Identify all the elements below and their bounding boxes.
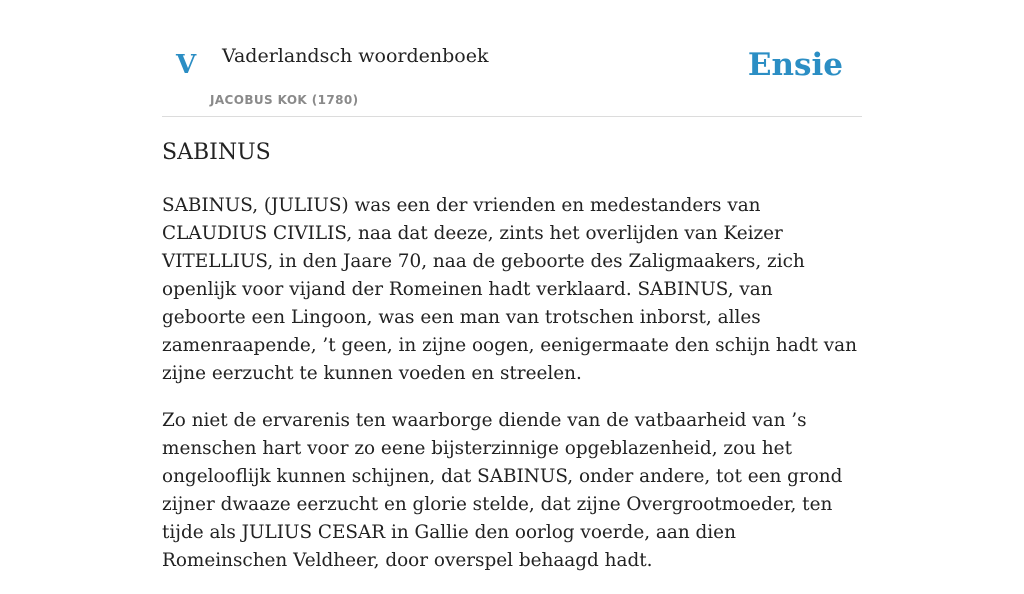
entry-title: SABINUS (162, 140, 271, 165)
entry-paragraph: SABINUS, (JULIUS) was een der vrienden en medestanders van CLAUDIUS CIVILIS, naa dat deeze, zints het overlijden van Keizer VITELLIUS, in den Jaare 70, naa de geboorte des Zaligmaakers, zich openlijk voor vijand der Romeinen hadt verklaard. SABINUS, van geboorte een Lingoon, was een man van trotschen inborst, alles zamenraapende, ’t geen, in zijne oogen, eenigermaate den schijn hadt van zijne eerzucht te kunnen voeden en streelen. (162, 195, 857, 384)
entry-paragraph: Zo niet de ervarenis ten waarborge diende van de vatbaarheid van ’s menschen hart voor zo eene bijsterzinnige opgeblazenheid, zou het ongelooflijk kunnen schijnen, dat SABINUS, onder andere, tot een grond zijner dwaaze eerzucht en glorie stelde, dat zijne Overgrootmoeder, ten tijde als JULIUS CESAR in Gallie den oorlog voerde, aan dien Romeinschen Veldheer, door overspel behaagd hadt. (162, 410, 843, 571)
dictionary-author: JACOBUS KOK (1780) (210, 93, 359, 107)
letter-index-link[interactable]: V (176, 50, 197, 80)
ensie-logo-link[interactable]: Ensie (747, 47, 843, 83)
entry-body (162, 192, 862, 594)
dictionary-header (162, 0, 862, 117)
dictionary-title-link[interactable]: Vaderlandsch woordenboek (222, 45, 489, 67)
